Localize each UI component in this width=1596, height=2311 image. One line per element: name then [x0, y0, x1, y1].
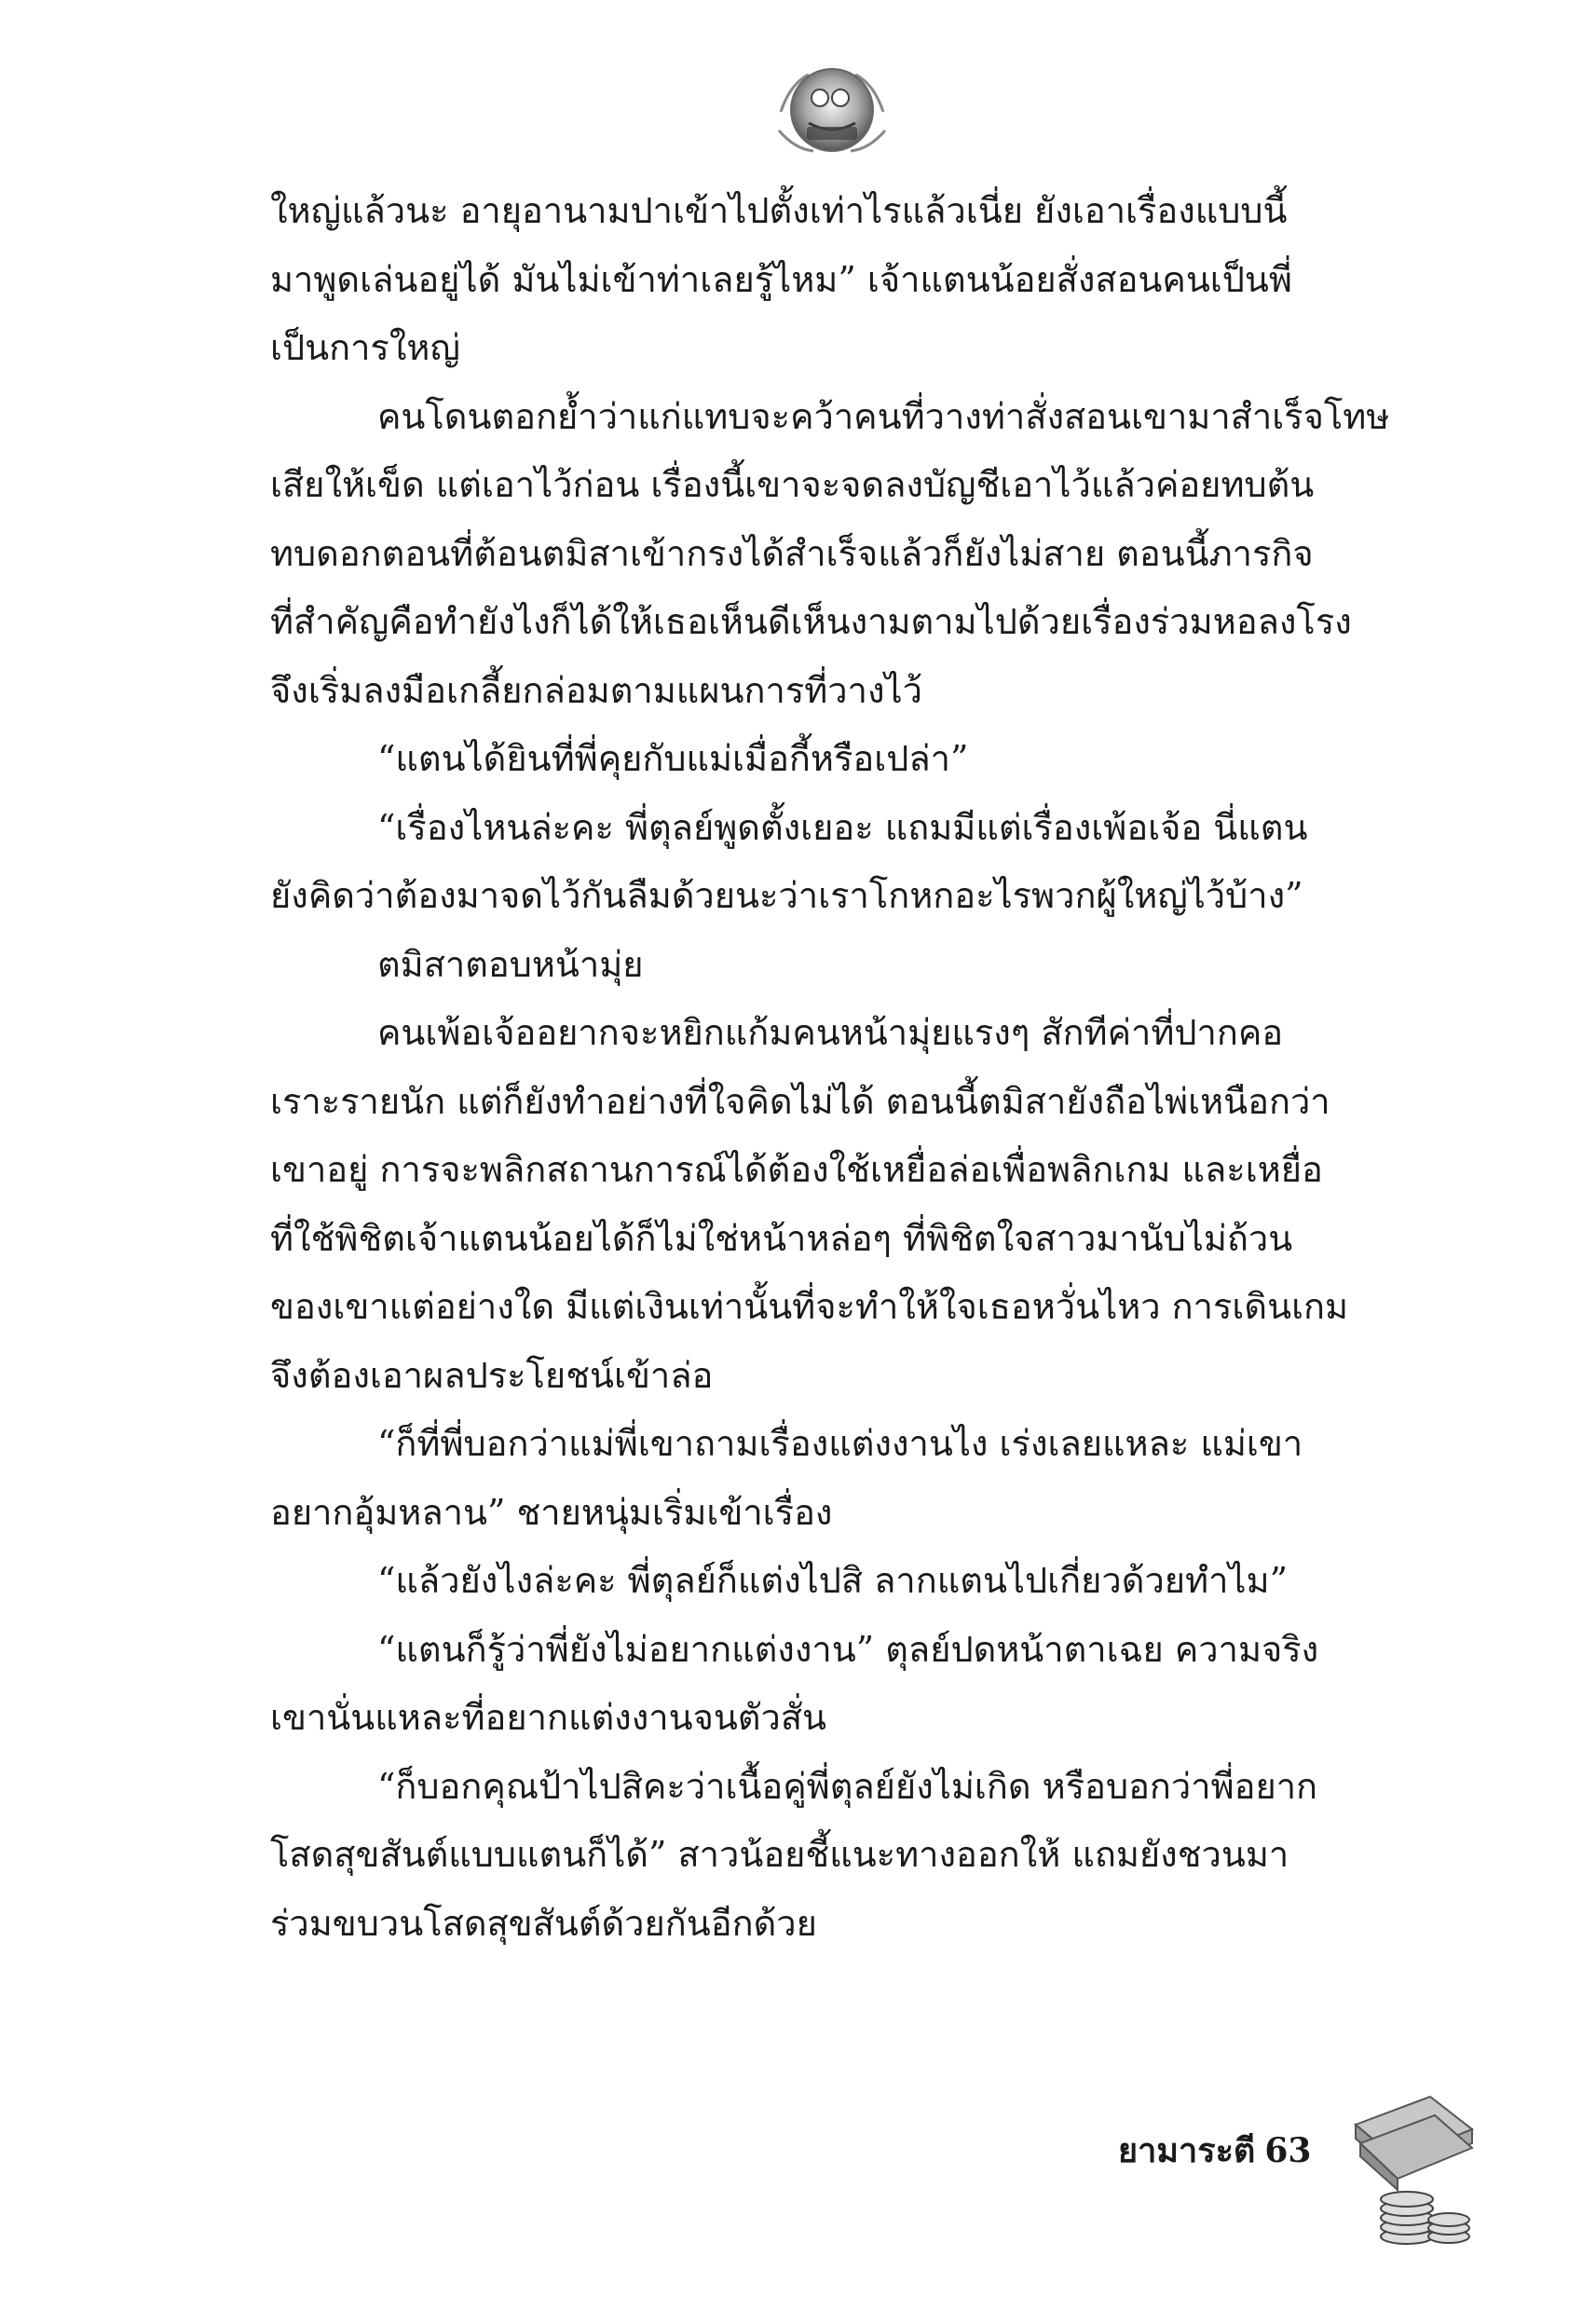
text-line: “เรื่องไหนล่ะคะ พี่ตุลย์พูดตั้งเยอะ แถมมีแต่เรื่องเพ้อเจ้อ นี่แตน — [377, 806, 1308, 848]
text-line: โสดสุขสันต์แบบแตนก็ได้” สาวน้อยชี้แนะทางออกให้ แถมยังชวนมา — [270, 1834, 1289, 1875]
text-line: ของเขาแต่อย่างใด มีแต่เงินเท่านั้นที่จะทำให้ใจเธอหวั่นไหว การเดินเกม — [270, 1286, 1349, 1327]
text-line: “ก็ที่พี่บอกว่าแม่พี่เขาถามเรื่องแต่งงานไง เร่งเลยแหละ แม่เขา — [377, 1423, 1303, 1464]
text-line: ตมิสาตอบหน้ามุ่ย — [377, 943, 644, 985]
text-line: ยังคิดว่าต้องมาจดไว้กันลืมด้วยนะว่าเราโกหกอะไรพวกผู้ใหญ่ไว้บ้าง” — [270, 875, 1303, 916]
text-line: เขาอยู่ การจะพลิกสถานการณ์ได้ต้องใช้เหยื่อล่อเพื่อพลิกเกม และเหยื่อ — [270, 1149, 1323, 1190]
text-line: เป็นการใหญ่ — [270, 327, 460, 368]
text-line: เขานั่นแหละที่อยากแต่งงานจนตัวสั่น — [270, 1697, 826, 1738]
text-line: ที่สำคัญคือทำยังไงก็ได้ให้เธอเห็นดีเห็นงามตามไปด้วยเรื่องร่วมหอลงโรง — [270, 601, 1352, 642]
text-line: ที่ใช้พิชิตเจ้าแตนน้อยได้ก็ไม่ใช่หน้าหล่อๆ ที่พิชิตใจสาวมานับไม่ถ้วน — [270, 1217, 1293, 1259]
text-line: “ก็บอกคุณป้าไปสิคะว่าเนื้อคู่พี่ตุลย์ยังไม่เกิด หรือบอกว่าพี่อยาก — [377, 1765, 1318, 1807]
emblem-logo-icon — [771, 47, 893, 168]
body-text — [270, 177, 1430, 2078]
text-line: ทบดอกตอนที่ต้อนตมิสาเข้ากรงได้สำเร็จแล้วก็ยังไม่สาย ตอนนี้ภารกิจ — [270, 532, 1314, 574]
text-line: จึงเริ่มลงมือเกลี้ยกล่อมตามแผนการที่วางไว้ — [270, 669, 922, 711]
text-line: อยากอุ้มหลาน” ชายหนุ่มเริ่มเข้าเรื่อง — [270, 1491, 833, 1533]
book-title: ยามาระตี — [1118, 2131, 1256, 2170]
text-line: คนโดนตอกย้ำว่าแก่แทบจะคว้าคนที่วางท่าสั่งสอนเขามาสำเร็จโทษ — [377, 395, 1390, 437]
footer-label — [1118, 2123, 1320, 2179]
page-number: 63 — [1264, 2131, 1312, 2170]
text-line: “แล้วยังไงล่ะคะ พี่ตุลย์ก็แต่งไปสิ ลากแตนไปเกี่ยวด้วยทำไม” — [377, 1560, 1289, 1601]
text-line: เราะรายนัก แต่ก็ยังทำอย่างที่ใจคิดไม่ได้ ตอนนี้ตมิสายังถือไพ่เหนือกว่า — [270, 1080, 1330, 1122]
text-line: “แตนได้ยินที่พี่คุยกับแม่เมื่อกี้หรือเปล่า” — [377, 738, 969, 779]
text-line: “แตนก็รู้ว่าพี่ยังไม่อยากแต่งงาน” ตุลย์ปดหน้าตาเฉย ความจริง — [377, 1628, 1319, 1670]
text-line: ร่วมขบวนโสดสุขสันต์ด้วยกันอีกด้วย — [270, 1902, 817, 1944]
text-line: ใหญ่แล้วนะ อายุอานามปาเข้าไปตั้งเท่าไรแล้วเนี่ย ยังเอาเรื่องแบบนี้ — [270, 190, 1288, 231]
text-line: มาพูดเล่นอยู่ได้ มันไม่เข้าท่าเลยรู้ไหม” เจ้าแตนน้อยสั่งสอนคนเป็นพี่ — [270, 258, 1292, 300]
page-footer — [1118, 2087, 1509, 2274]
money-stack-icon — [1342, 2087, 1481, 2246]
text-line: จึงต้องเอาผลประโยชน์เข้าล่อ — [270, 1354, 714, 1396]
text-line: เสียให้เข็ด แต่เอาไว้ก่อน เรื่องนี้เขาจะจดลงบัญชีเอาไว้แล้วค่อยทบต้น — [270, 464, 1315, 505]
text-line: คนเพ้อเจ้ออยากจะหยิกแก้มคนหน้ามุ่ยแรงๆ สักทีค่าที่ปากคอ — [377, 1012, 1284, 1053]
